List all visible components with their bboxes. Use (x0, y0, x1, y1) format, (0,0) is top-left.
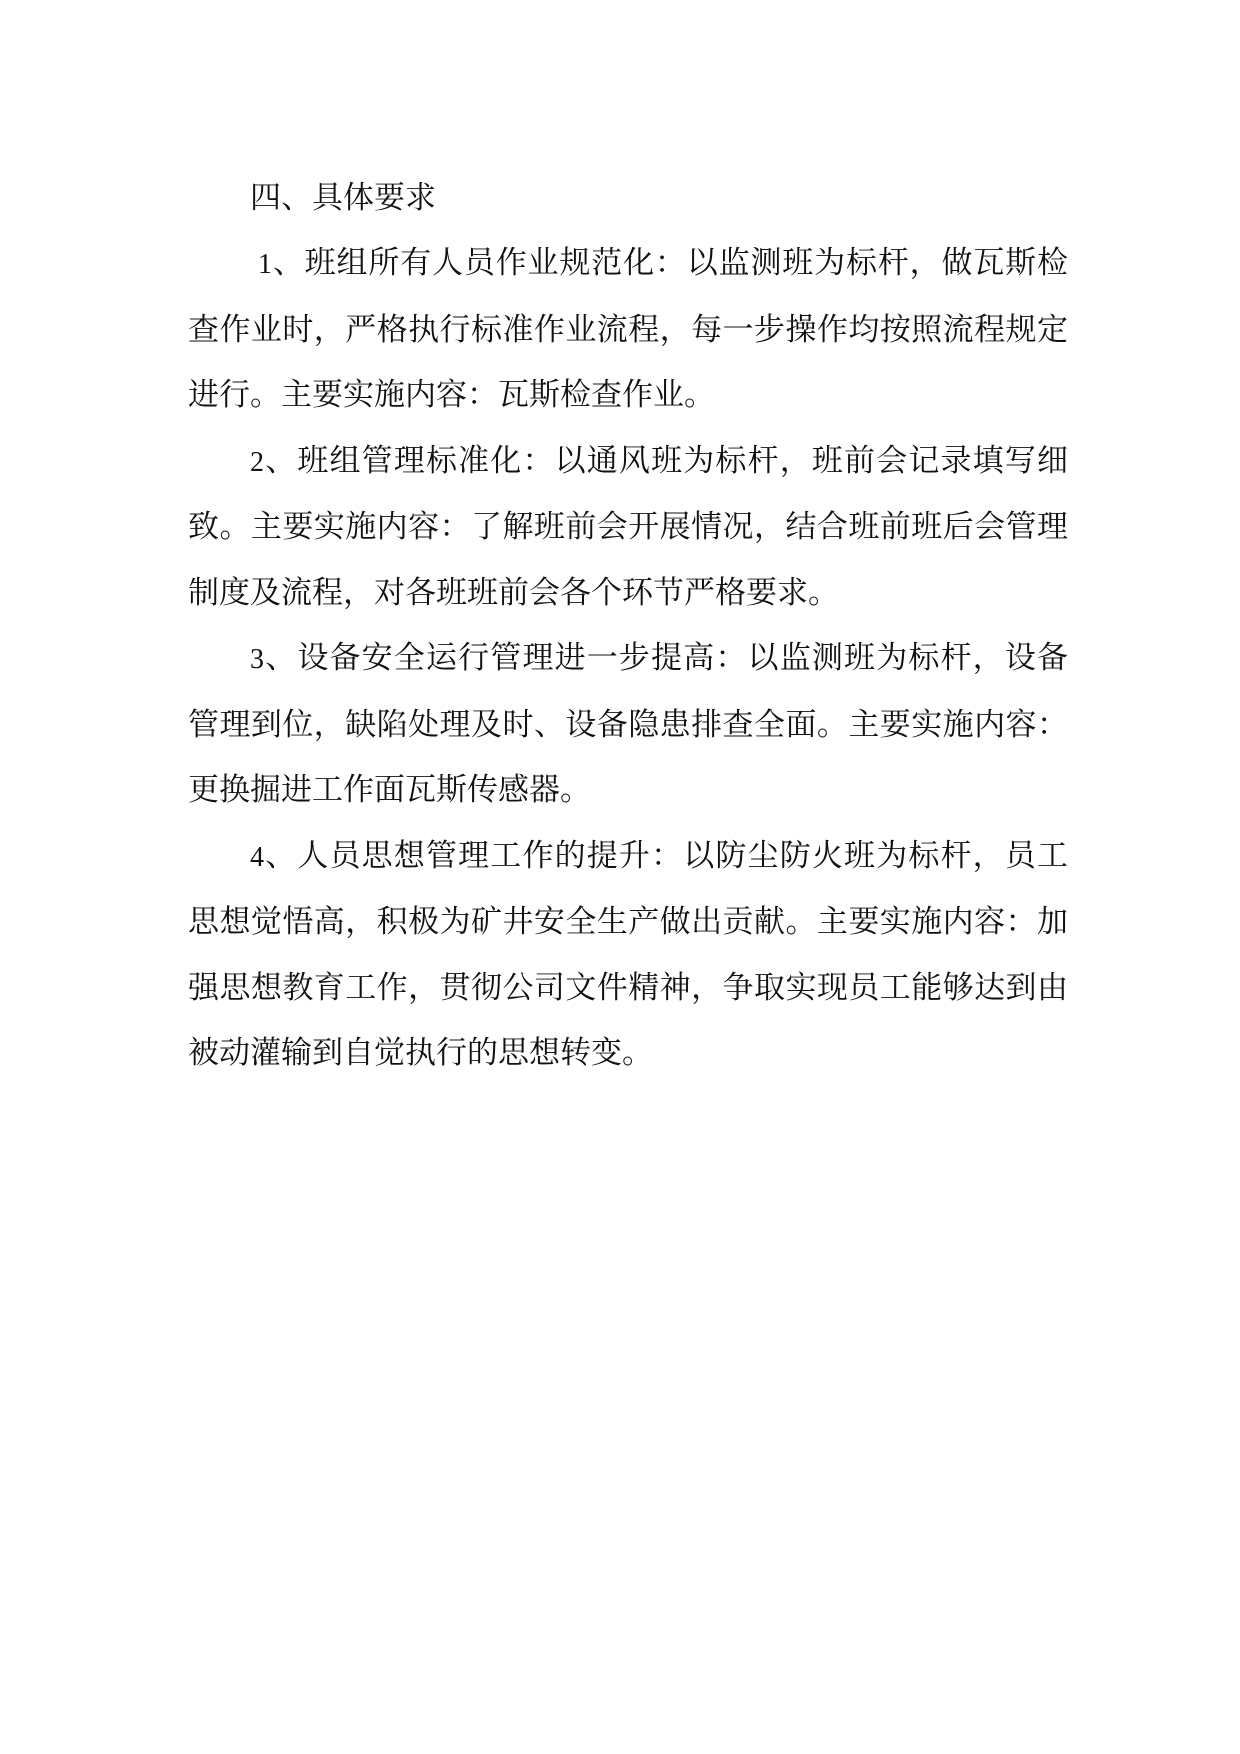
item-text: 、设备安全运行管理进一步提高：以监测班为标杆，设备管理到位，缺陷处理及时、设备隐患排查全面。主要实施内容：更换掘进工作面瓦斯传感器。 (188, 640, 1068, 808)
item-text: 、人员思想管理工作的提升：以防尘防火班为标杆，员工思想觉悟高，积极为矿井安全生产做出贡献。主要实施内容：加强思想教育工作，贯彻公司文件精神，争取实现员工能够达到由被动灌输到自觉执行的思想转变。 (188, 837, 1068, 1071)
section-heading: 四、具体要求 (250, 180, 436, 216)
item-number: 1 (258, 249, 272, 280)
requirement-item-2 (188, 429, 1068, 627)
document-body (188, 165, 1068, 1087)
item-number: 2 (250, 446, 264, 478)
item-number: 3 (250, 644, 264, 675)
requirement-item-3 (188, 626, 1068, 824)
item-text: 、班组管理标准化：以通风班为标杆，班前会记录填写细致。主要实施内容：了解班前会开展情况，结合班前班后会管理制度及流程，对各班班前会各个环节严格要求。 (188, 442, 1068, 611)
item-text: 、班组所有人员作业规范化：以监测班为标杆，做瓦斯检查作业时，严格执行标准作业流程，每一步操作均按照流程规定进行。主要实施内容：瓦斯检查作业。 (188, 245, 1068, 413)
item-number: 4 (250, 841, 264, 873)
requirement-item-1 (188, 231, 1068, 429)
requirement-item-4 (188, 824, 1068, 1087)
